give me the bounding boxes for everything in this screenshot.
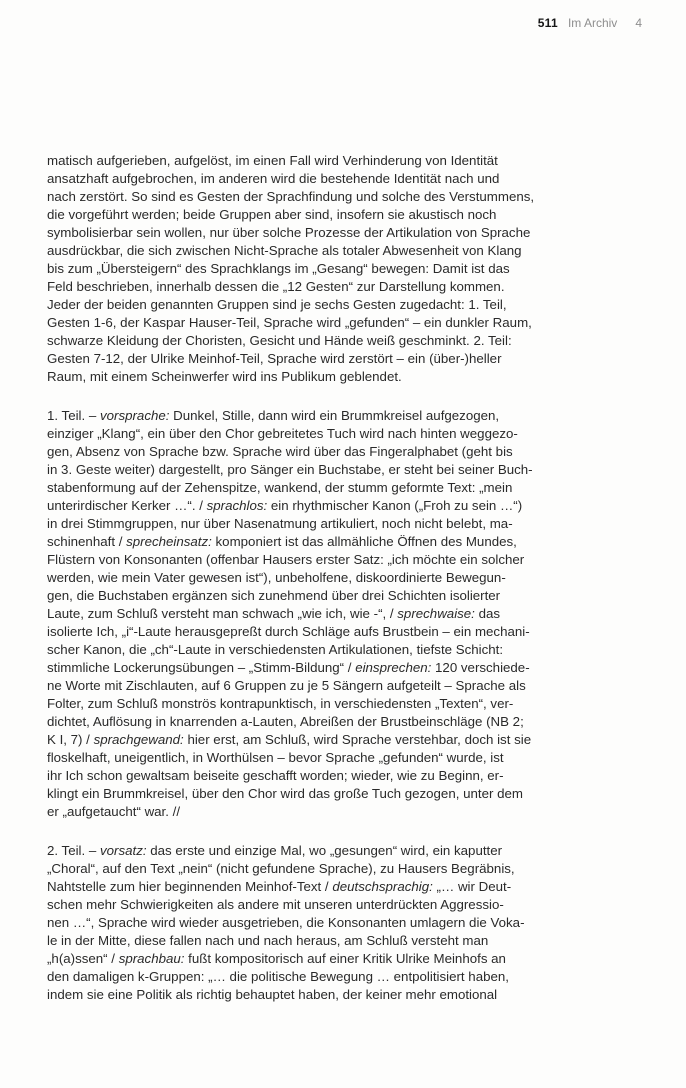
paragraph: 1. Teil. – vorsprache: Dunkel, Stille, dann wird ein Brummkreisel aufgezogen, einziger „Klang“, ein über den Chor gebreitetes Tuch wird nach hinten weggezo- gen, Absenz von Sprache bzw. Sprache wird über das Fingeralphabet (geht bis in 3. Geste weiter) dargestellt, pro Sänger ein Buchstabe, er steht bei seiner Buch- stabenformung auf der Zehenspitze, wankend, der stumm geformte Text: „mein unterirdischer Kerker …“. / sprachlos: ein rhythmischer Kanon („Froh zu sein …“) in drei Stimmgruppen, nur über Nasenatmung artikuliert, noch nicht belebt, ma- schinenhaft / sprecheinsatz: komponiert ist das allmähliche Öffnen des Mundes, Flüstern von Konsonanten (offenbar Hausers erster Satz: „ich möchte ein solcher werden, wie mein Vater gewesen ist“), unbeholfene, diskoordinierte Bewegun- gen, die Buchstaben ergänzen sich zunehmend über drei Schichten isolierter Laute, zum Schluß versteht man schwach „wie ich, wie -“, / sprechwaise: das isolierte Ich, „i“-Laute herausgepreßt durch Schläge aufs Brustbein – ein mechani- scher Kanon, die „ch“-Laute in verschiedensten Artikulationen, tiefste Schicht: stimmliche Lockerungsübungen – „Stimm-Bildung“ / einsprechen: 120 verschiede- ne Worte mit Zischlauten, auf 6 Gruppen zu je 5 Sängern aufgeteilt – Sprache als Folter, zum Schluß monströs kontrapunktisch, in verschiedensten „Texten“, ver- dichtet, Auflösung in knarrenden a-Lauten, Abreißen der Brustbeinschläge (NB 2; K I, 7) / sprachgewand: hier erst, am Schluß, wird Sprache verstehbar, doch ist sie floskelhaft, uneigentlich, in Worthülsen – bevor Sprache „gefunden“ wurde, ist ihr Ich schon gewaltsam beiseite geschafft worden; wieder, wie zu Beginn, er- klingt ein Brummkreisel, über den Chor wird das große Tuch gezogen, unter dem er „aufgetaucht“ war. // — [47, 408, 533, 819]
page-number: 511 — [537, 16, 558, 30]
body-text — [47, 152, 647, 1025]
chapter-number: 4 — [635, 16, 642, 30]
paragraph: matisch aufgerieben, aufgelöst, im einen Fall wird Verhinderung von Identität ansatzhaft aufgebrochen, im anderen wird die bestehende Identität nach und nach zerstört. So sind es Gesten der Sprachfindung und solche des Verstummens, die vorgeführt werden; beide Gruppen aber sind, insofern sie akustisch noch symbolisierbar sein wollen, nur über solche Prozesse der Artikulation von Sprache ausdrückbar, die sich zwischen Nicht-Sprache als totaler Abwesenheit von Klang bis zum „Übersteigern“ des Sprachklangs im „Gesang“ bewegen: Damit ist das Feld beschrieben, innerhalb dessen die „12 Gesten“ zur Darstellung kommen. Jeder der beiden genannten Gruppen sind je sechs Gesten zugedacht: 1. Teil, Gesten 1-6, der Kaspar Hauser-Teil, Sprache wird „gefunden“ – ein dunkler Raum, schwarze Kleidung der Choristen, Gesicht und Hände weiß geschminkt. 2. Teil: Gesten 7-12, der Ulrike Meinhof-Teil, Sprache wird zerstört – ein (über-)heller Raum, mit einem Scheinwerfer wird ins Publikum geblendet. — [47, 153, 535, 384]
running-head — [538, 16, 642, 30]
paragraph: 2. Teil. – vorsatz: das erste und einzige Mal, wo „gesungen“ wird, ein kaputter „Choral“, auf den Text „nein“ (nicht gefundene Sprache), zu Hausers Begräbnis, Nahtstelle zum hier beginnenden Meinhof-Text / deutschsprachig: „… wir Deut- schen mehr Schwierigkeiten als andere mit unseren unterdrückten Aggressio- nen …“, Sprache wird wieder ausgetrieben, die Konsonanten umlagern die Voka- le in der Mitte, diese fallen nach und nach heraus, am Schluß versteht man „h(a)ssen“ / sprachbau: fußt kompositorisch auf einer Kritik Ulrike Meinhofs an den damaligen k-Gruppen: „… die politische Bewegung … entpolitisiert haben, indem sie eine Politik als richtig behauptet haben, der keiner mehr emotional — [47, 843, 525, 1002]
section-title: Im Archiv — [567, 16, 618, 30]
